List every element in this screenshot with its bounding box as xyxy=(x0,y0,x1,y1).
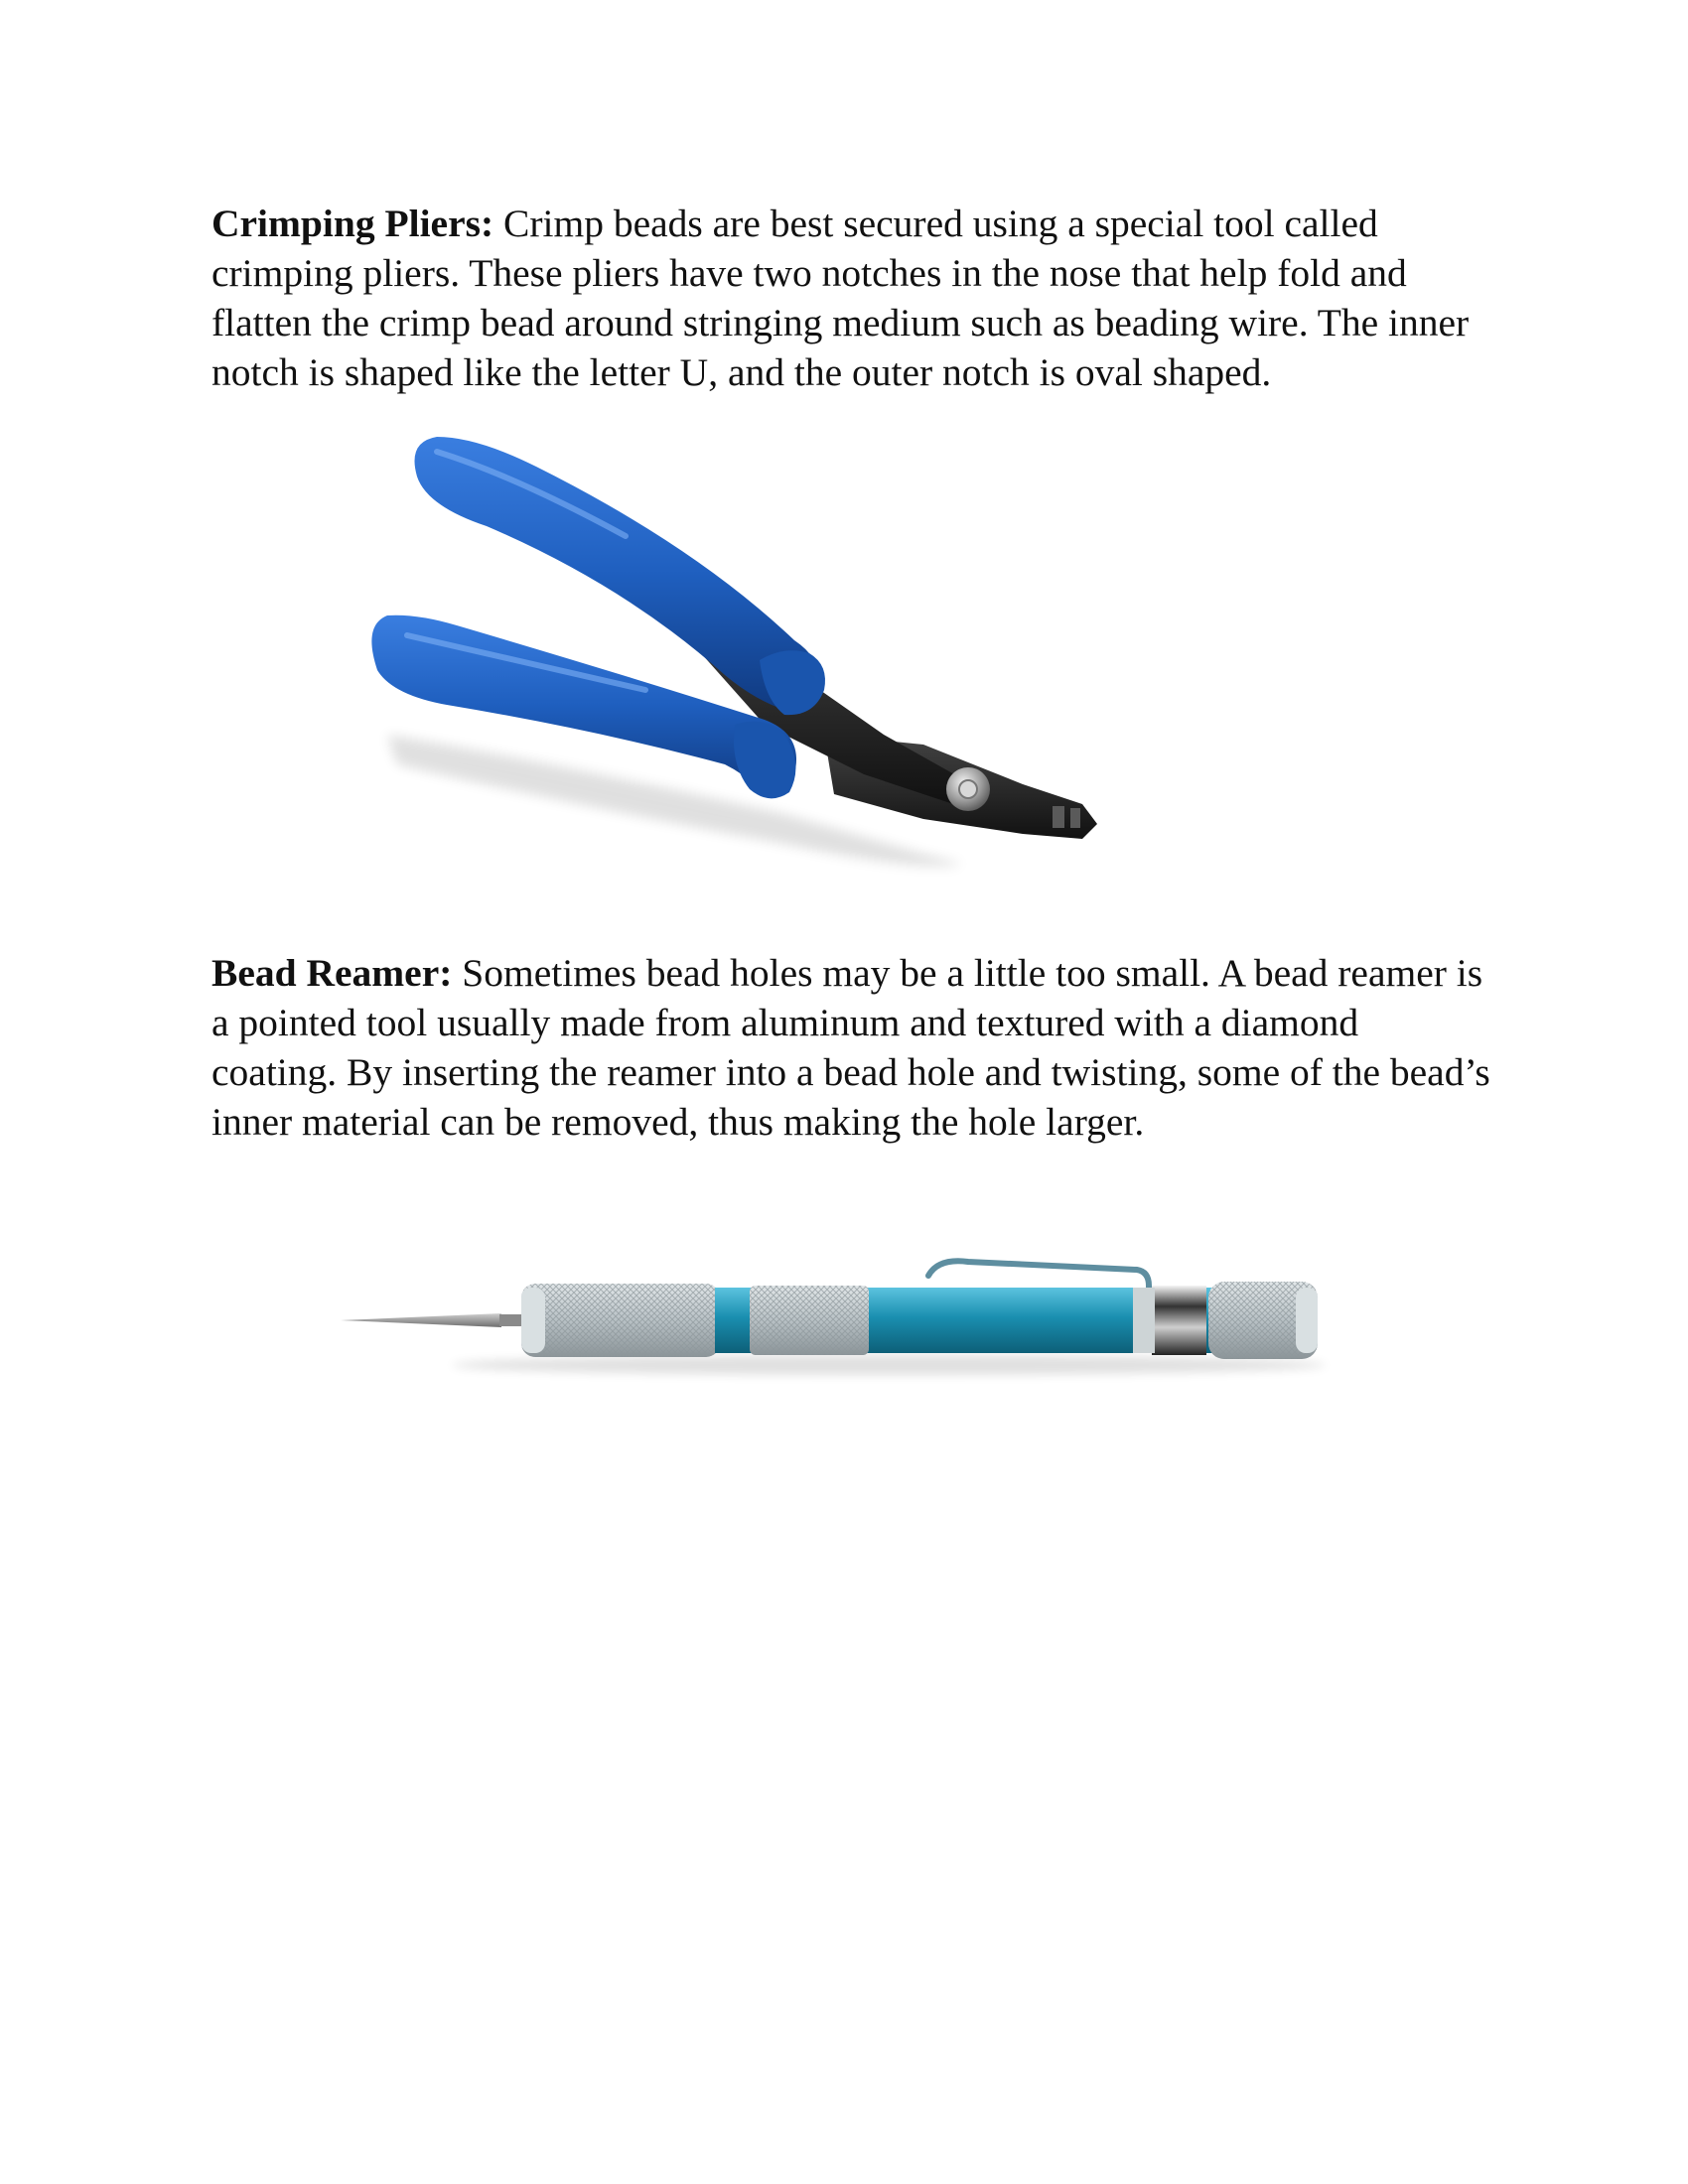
crimping-pliers-illustration xyxy=(367,437,1321,893)
crimping-pliers-description: Crimp beads are best secured using a special tool called crimping pliers. These pliers have two notches in the nose that help fold and flatten the crimp bead around stringing medium such as beading wire. The inner notch is shaped like the letter U, and the outer notch is oval shaped. xyxy=(211,202,1470,394)
bead-reamer-description: Sometimes bead holes may be a little too small. A bead reamer is a pointed tool usually made from aluminum and textured with a diamond coating. By inserting the reamer into a bead hole and twisting, some of the bead’s inner material can be removed, thus making the hole larger. xyxy=(211,951,1490,1144)
crimping-pliers-term: Crimping Pliers: xyxy=(211,202,494,245)
bead-reamer-paragraph xyxy=(211,948,1492,1147)
crimping-pliers-paragraph xyxy=(211,199,1492,397)
bead-reamer-image xyxy=(333,1236,1345,1385)
bead-reamer-illustration xyxy=(333,1236,1345,1385)
bead-reamer-term: Bead Reamer: xyxy=(211,951,453,995)
crimping-pliers-image xyxy=(367,437,1321,893)
